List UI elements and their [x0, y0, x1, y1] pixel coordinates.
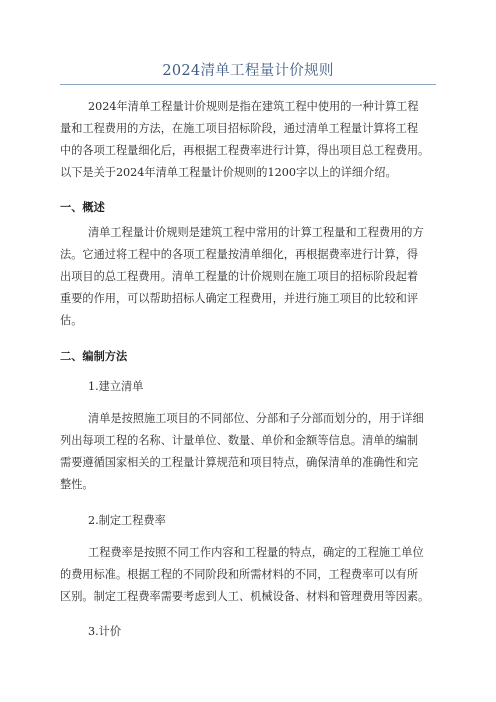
item1-line: 需要遵循国家相关的工程量计算规范和项目特点，确保清单的准确性和完: [60, 456, 419, 469]
item2-line: 工程费率是按照不同工作内容和工程量的特点，确定的工程施工单位: [88, 546, 424, 559]
section1-line: 法。它通过将工程中的各项工程量按清单细化，再根据费率进行计算，得: [60, 248, 419, 261]
section1-line: 出项目的总工程费用。清单工程量的计价规则在施工项目的招标阶段起着: [60, 270, 419, 283]
item1-line: 整性。: [60, 478, 94, 491]
section-heading-method: 二、编制方法: [60, 350, 128, 363]
section1-line: 估。: [60, 314, 83, 327]
section-heading-overview: 一、概述: [60, 201, 105, 214]
intro-line: 2024年清单工程量计价规则是指在建筑工程中使用的一种计算工程: [88, 100, 419, 113]
title-divider: [60, 84, 436, 85]
item1-line: 列出每项工程的名称、计量单位、数量、单价和金额等信息。清单的编制: [60, 434, 419, 447]
section1-line: 重要的作用，可以帮助招标人确定工程费用，并进行施工项目的比较和评: [60, 292, 419, 305]
item2-line: 的费用标准。根据工程的不同阶段和所需材料的不同，工程费率可以有所: [60, 568, 419, 581]
intro-line: 以下是关于2024年清单工程量计价规则的1200字以上的详细介绍。: [60, 166, 397, 179]
item2-line: 区别。制定工程费率需要考虑到人工、机械设备、材料和管理费用等因素。: [60, 590, 430, 603]
item1-line: 清单是按照施工项目的不同部位、分部和子分部而划分的，用于详细: [88, 412, 424, 425]
section1-line: 清单工程量计价规则是建筑工程中常用的计算工程量和工程费用的方: [88, 226, 424, 239]
intro-line: 中的各项工程量细化后，再根据工程费率进行计算，得出项目总工程费用。: [60, 144, 430, 157]
subitem-set-rates: 2.制定工程费率: [88, 514, 166, 527]
subitem-build-list: 1.建立清单: [88, 380, 144, 393]
subitem-pricing: 3.计价: [88, 625, 122, 638]
document-title: 2024清单工程量计价规则: [162, 63, 334, 79]
intro-line: 量和工程费用的方法，在施工项目招标阶段，通过清单工程量计算将工程: [60, 122, 419, 135]
